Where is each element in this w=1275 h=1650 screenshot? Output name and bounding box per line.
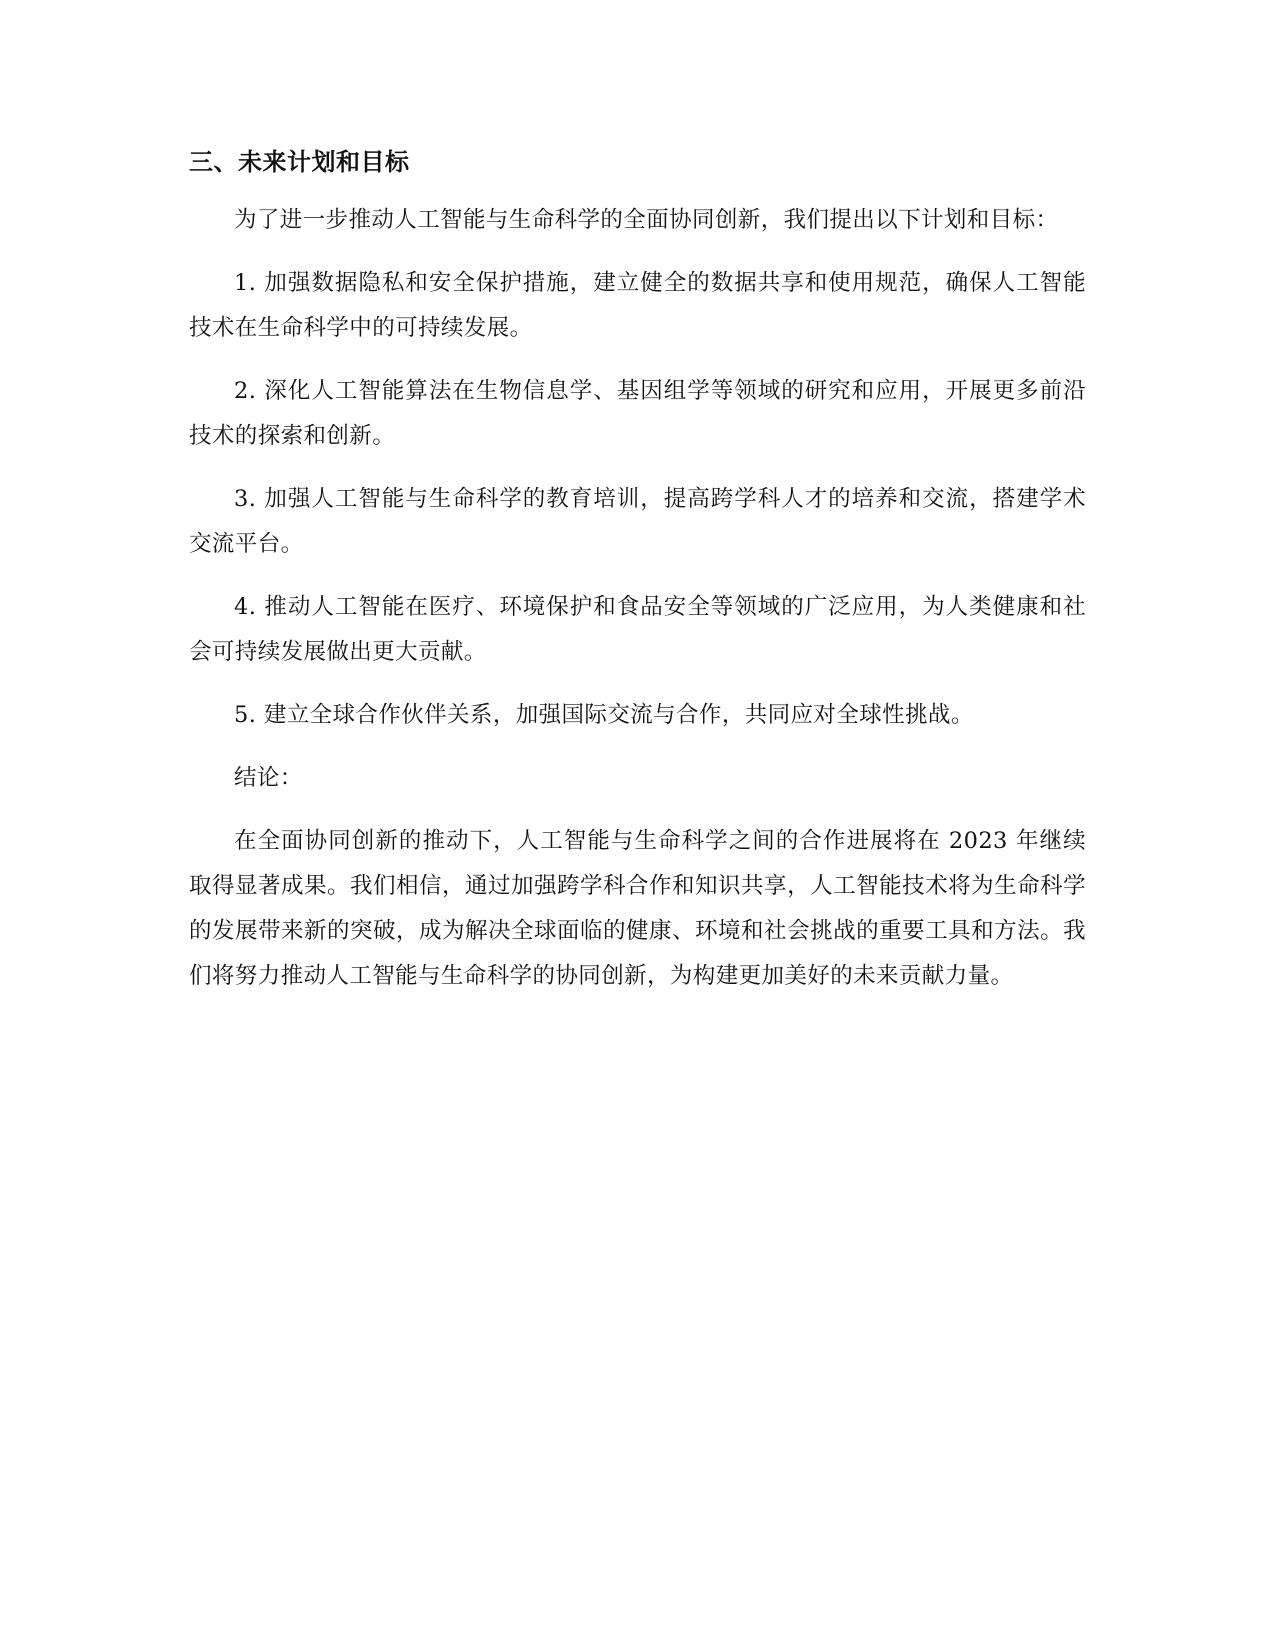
section-heading: 三、未来计划和目标	[189, 148, 410, 176]
plan-item-1: 1. 加强数据隐私和安全保护措施，建立健全的数据共享和使用规范，确保人工智能技术在生命科学中的可持续发展。	[189, 270, 1086, 341]
plan-item-3: 3. 加强人工智能与生命科学的教育培训，提高跨学科人才的培养和交流，搭建学术交流平台。	[189, 486, 1086, 557]
conclusion-paragraph: 在全面协同创新的推动下，人工智能与生命科学之间的合作进展将在 2023 年继续取得显著成果。我们相信，通过加强跨学科合作和知识共享，人工智能技术将为生命科学的发展带来新的突破，成为解决全球面临的健康、环境和社会挑战的重要工具和方法。我们将努力推动人工智能与生命科学的协同创新，为构建更加美好的未来贡献力量。	[189, 828, 1086, 989]
plan-item-4: 4. 推动人工智能在医疗、环境保护和食品安全等领域的广泛应用，为人类健康和社会可持续发展做出更大贡献。	[189, 594, 1086, 665]
conclusion-label: 结论：	[234, 765, 303, 791]
intro-paragraph: 为了进一步推动人工智能与生命科学的全面协同创新，我们提出以下计划和目标：	[234, 207, 1059, 233]
plan-item-5: 5. 建立全球合作伙伴关系，加强国际交流与合作，共同应对全球性挑战。	[234, 702, 974, 728]
plan-item-2: 2. 深化人工智能算法在生物信息学、基因组学等领域的研究和应用，开展更多前沿技术的探索和创新。	[189, 378, 1086, 449]
document-body	[189, 146, 1086, 999]
